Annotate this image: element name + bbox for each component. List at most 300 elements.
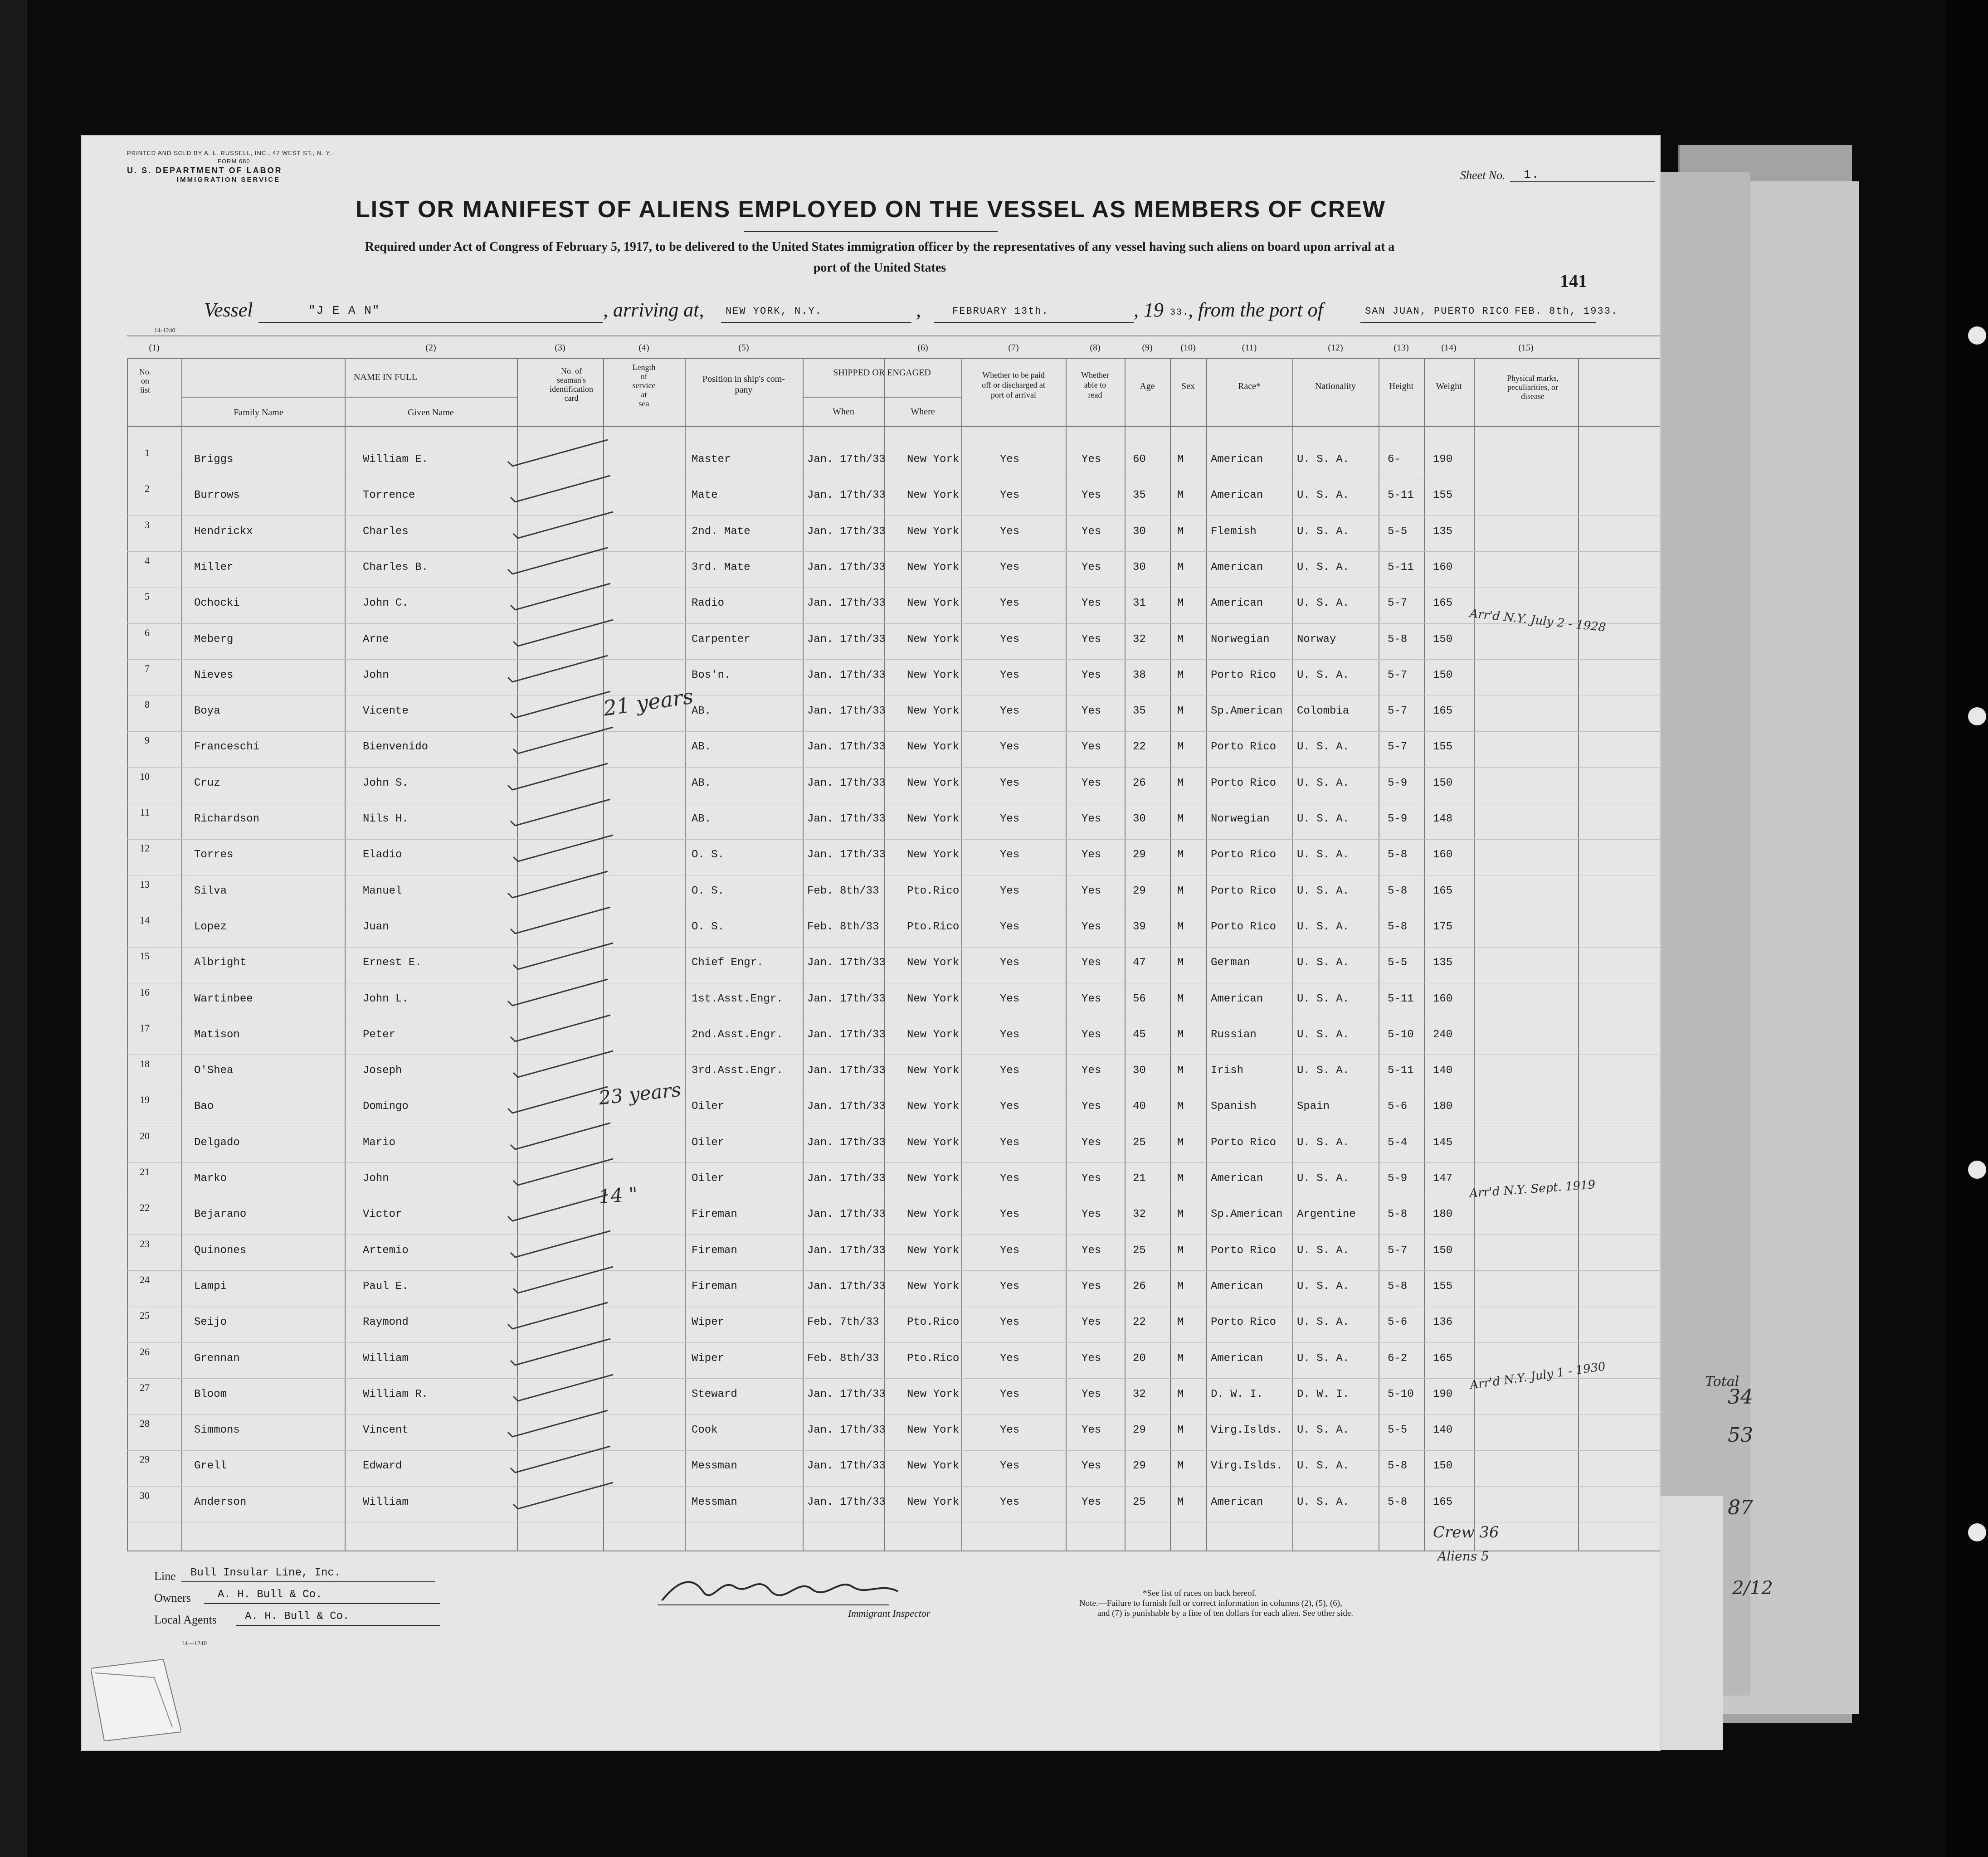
able-to-read: Yes [1082, 561, 1101, 574]
owners-value: A. H. Bull & Co. [218, 1589, 322, 1601]
aliens-total: Aliens 5 [1437, 1549, 1489, 1564]
shipped-where: New York [907, 992, 960, 1005]
paid-off: Yes [1000, 561, 1020, 574]
given-name: William E. [363, 453, 429, 466]
sex: M [1177, 669, 1184, 681]
given-name: Eladio [363, 849, 402, 861]
binding-hole [1968, 707, 1986, 725]
position: O. S. [692, 885, 725, 897]
race: Sp.American [1211, 705, 1283, 718]
family-name: Briggs [194, 453, 234, 466]
shipped-where: New York [907, 1460, 960, 1473]
paid-off: Yes [1000, 1388, 1020, 1400]
row-number: 19 [140, 1094, 150, 1106]
grid-rule [127, 1162, 1660, 1163]
position: AB. [692, 705, 711, 718]
shipped-where: New York [907, 705, 960, 718]
shipped-when: Jan. 17th/33 [807, 633, 886, 646]
nationality: U. S. A. [1297, 489, 1350, 502]
position: Fireman [692, 1280, 737, 1293]
given-name: Juan [363, 920, 389, 933]
nationality: U. S. A. [1297, 1244, 1350, 1257]
able-to-read: Yes [1082, 777, 1101, 789]
height: 5-11 [1388, 1065, 1414, 1077]
checkmark-icon [503, 651, 621, 687]
nationality: U. S. A. [1297, 777, 1350, 789]
column-number: (3) [555, 343, 565, 353]
column-number: (10) [1180, 343, 1196, 353]
position: 3rd.Asst.Engr. [692, 1065, 783, 1077]
grid-rule [127, 358, 1660, 359]
shipped-when: Jan. 17th/33 [807, 1028, 886, 1041]
grid-rule [127, 1342, 1660, 1343]
family-name: Marko [194, 1172, 227, 1185]
weight: 155 [1433, 489, 1453, 502]
header-id-card: No. of seaman's identification card [550, 366, 593, 403]
position: Oiler [692, 1172, 725, 1185]
row-number: 26 [140, 1346, 150, 1357]
paid-off: Yes [1000, 849, 1020, 861]
column-number: (11) [1242, 343, 1257, 353]
grid-rule [181, 397, 517, 398]
sex: M [1177, 453, 1184, 466]
shipped-where: New York [907, 633, 960, 646]
row-number: 28 [140, 1418, 150, 1429]
family-name: Franceschi [194, 741, 260, 753]
shipped-when: Feb. 8th/33 [807, 885, 879, 897]
shipped-where: New York [907, 741, 960, 753]
paid-off: Yes [1000, 1100, 1020, 1113]
row-number: 13 [140, 878, 150, 890]
sex: M [1177, 813, 1184, 825]
shipped-where: New York [907, 1244, 960, 1257]
position: Fireman [692, 1208, 737, 1221]
position: Cook [692, 1424, 718, 1437]
row-number: 1 [145, 447, 150, 458]
checkmark-icon [506, 1334, 624, 1371]
able-to-read: Yes [1082, 633, 1101, 646]
grid-rule [127, 839, 1660, 840]
nationality: U. S. A. [1297, 1316, 1350, 1329]
checkmark-icon [506, 1011, 624, 1047]
age: 30 [1133, 525, 1146, 538]
able-to-read: Yes [1082, 669, 1101, 681]
column-number: (7) [1008, 343, 1019, 353]
nationality: U. S. A. [1297, 849, 1350, 861]
shipped-when: Jan. 17th/33 [807, 489, 886, 502]
shipped-where: New York [907, 1065, 960, 1077]
column-number: (9) [1142, 343, 1153, 353]
sex: M [1177, 1352, 1184, 1365]
shipped-when: Jan. 17th/33 [807, 741, 886, 753]
header-where: Where [911, 407, 935, 417]
race: Porto Rico [1211, 741, 1277, 753]
grid-rule [803, 358, 804, 1551]
sex: M [1177, 957, 1184, 969]
row-number: 2 [145, 483, 150, 495]
able-to-read: Yes [1082, 1352, 1101, 1365]
weight: 165 [1433, 597, 1453, 610]
position: 2nd.Asst.Engr. [692, 1028, 783, 1041]
paid-off: Yes [1000, 1028, 1020, 1041]
paid-off: Yes [1000, 741, 1020, 753]
shipped-when: Jan. 17th/33 [807, 669, 886, 681]
position: Fireman [692, 1244, 737, 1257]
given-name: Charles B. [363, 561, 429, 574]
nationality: U. S. A. [1297, 525, 1350, 538]
arriving-port: NEW YORK, N.Y. [726, 306, 822, 317]
nationality: U. S. A. [1297, 1065, 1350, 1077]
able-to-read: Yes [1082, 1065, 1101, 1077]
sex: M [1177, 920, 1184, 933]
given-name: Paul E. [363, 1280, 409, 1293]
able-to-read: Yes [1082, 1316, 1101, 1329]
sex: M [1177, 1028, 1184, 1041]
nationality: D. W. I. [1297, 1388, 1350, 1400]
from-underline [1360, 322, 1596, 323]
race: American [1211, 1280, 1263, 1293]
side-tally-4: 2/12 [1732, 1578, 1773, 1599]
weight: 140 [1433, 1424, 1453, 1437]
column-number: (1) [149, 343, 160, 353]
side-tally-2: 53 [1728, 1424, 1753, 1447]
race: American [1211, 561, 1263, 574]
paid-off: Yes [1000, 597, 1020, 610]
note-races: *See list of races on back hereof. [1143, 1589, 1257, 1598]
row-number: 24 [140, 1274, 150, 1285]
checkmark-icon [509, 1046, 627, 1083]
age: 32 [1133, 1208, 1146, 1221]
given-name: Bienvenido [363, 741, 429, 753]
sex: M [1177, 1208, 1184, 1221]
shipped-when: Jan. 17th/33 [807, 525, 886, 538]
sex: M [1177, 561, 1184, 574]
nationality: U. S. A. [1297, 561, 1350, 574]
race: American [1211, 489, 1263, 502]
race: American [1211, 1496, 1263, 1508]
paid-off: Yes [1000, 1172, 1020, 1185]
given-name: Edward [363, 1460, 402, 1473]
sex: M [1177, 1244, 1184, 1257]
inspector-label: Immigrant Inspector [848, 1608, 931, 1619]
sheet-label: Sheet No. [1460, 169, 1506, 182]
given-name: Charles [363, 525, 409, 538]
agents-value: A. H. Bull & Co. [245, 1610, 350, 1623]
height: 5-8 [1388, 920, 1408, 933]
nationality: Argentine [1297, 1208, 1356, 1221]
shipped-where: Pto.Rico [907, 1352, 960, 1365]
header-shipped-engaged: SHIPPED OR ENGAGED [833, 368, 931, 378]
paid-off: Yes [1000, 1460, 1020, 1473]
folded-corner [91, 1659, 181, 1741]
paid-off: Yes [1000, 777, 1020, 789]
shipped-where: New York [907, 561, 960, 574]
checkmark-icon [506, 471, 624, 507]
sex: M [1177, 633, 1184, 646]
age: 29 [1133, 1460, 1146, 1473]
age: 25 [1133, 1496, 1146, 1508]
page-title: LIST OR MANIFEST OF ALIENS EMPLOYED ON THE VESSEL AS MEMBERS OF CREW [356, 196, 1386, 223]
column-number: (13) [1394, 343, 1409, 353]
shipped-where: New York [907, 525, 960, 538]
shipped-where: New York [907, 489, 960, 502]
paid-off: Yes [1000, 1280, 1020, 1293]
height: 5-7 [1388, 705, 1408, 718]
given-name: Manuel [363, 885, 402, 897]
family-name: Cruz [194, 777, 220, 789]
service: IMMIGRATION SERVICE [177, 176, 281, 184]
sex: M [1177, 597, 1184, 610]
position: Oiler [692, 1100, 725, 1113]
able-to-read: Yes [1082, 885, 1101, 897]
binding-strip [1945, 0, 1988, 1857]
shipped-where: New York [907, 1496, 960, 1508]
header-race: Race* [1238, 381, 1261, 391]
shipped-when: Feb. 8th/33 [807, 920, 879, 933]
age: 32 [1133, 1388, 1146, 1400]
sex: M [1177, 1316, 1184, 1329]
age: 25 [1133, 1136, 1146, 1149]
age: 60 [1133, 453, 1146, 466]
checkmark-icon [503, 1406, 621, 1442]
paid-off: Yes [1000, 1244, 1020, 1257]
paid-off: Yes [1000, 920, 1020, 933]
shipped-where: New York [907, 1028, 960, 1041]
weight: 175 [1433, 920, 1453, 933]
header-weight: Weight [1436, 381, 1462, 391]
family-name: Bloom [194, 1388, 227, 1400]
remark-row-6: Arr'd N.Y. July 2 - 1928 [1469, 607, 1607, 635]
shipped-when: Jan. 17th/33 [807, 777, 886, 789]
manifest-page [82, 136, 1660, 1750]
position: Messman [692, 1460, 737, 1473]
checkmark-icon [503, 759, 621, 795]
position: Bos'n. [692, 669, 731, 681]
binding-hole [1968, 1523, 1986, 1541]
shipped-when: Jan. 17th/33 [807, 1065, 886, 1077]
checkmark-icon [509, 831, 627, 867]
checkmark-icon [509, 615, 627, 651]
grid-rule [127, 1450, 1660, 1451]
able-to-read: Yes [1082, 1388, 1101, 1400]
able-to-read: Yes [1082, 741, 1101, 753]
grid-rule [127, 515, 1660, 516]
family-name: Burrows [194, 489, 240, 502]
header-nationality: Nationality [1315, 381, 1356, 391]
comma: , [916, 299, 921, 321]
age: 26 [1133, 777, 1146, 789]
checkmark-icon [506, 1226, 624, 1263]
agents-underline [236, 1625, 440, 1626]
header-paid-off: Whether to be paid off or discharged at port of arrival [982, 370, 1045, 399]
shipped-where: New York [907, 1136, 960, 1149]
checkmark-icon [506, 579, 624, 615]
grid-rule [1066, 358, 1067, 1551]
year-prefix: , 19 [1134, 299, 1164, 321]
age: 40 [1133, 1100, 1146, 1113]
given-name: Vicente [363, 705, 409, 718]
weight: 150 [1433, 1460, 1453, 1473]
height: 5-9 [1388, 1172, 1408, 1185]
line-value: Bull Insular Line, Inc. [190, 1567, 341, 1579]
given-name: Joseph [363, 1065, 402, 1077]
position: O. S. [692, 920, 725, 933]
position: Chief Engr. [692, 957, 764, 969]
shipped-where: Pto.Rico [907, 1316, 960, 1329]
nationality: U. S. A. [1297, 669, 1350, 681]
nationality: U. S. A. [1297, 957, 1350, 969]
position: Messman [692, 1496, 737, 1508]
race: Irish [1211, 1065, 1244, 1077]
grid-rule [127, 659, 1660, 660]
race: Flemish [1211, 525, 1257, 538]
position: AB. [692, 777, 711, 789]
nationality: U. S. A. [1297, 1280, 1350, 1293]
shipped-where: New York [907, 777, 960, 789]
handwritten-service-row-8: 21 years [602, 684, 695, 721]
form-number: FORM 680 [218, 158, 250, 165]
checkmark-icon [509, 723, 627, 759]
family-name: Grennan [194, 1352, 240, 1365]
age: 30 [1133, 1065, 1146, 1077]
checkmark-icon [509, 1370, 627, 1406]
header-position: Position in ship's com- pany [702, 374, 785, 395]
paid-off: Yes [1000, 813, 1020, 825]
height: 5-8 [1388, 849, 1408, 861]
nationality: U. S. A. [1297, 813, 1350, 825]
vessel-label: Vessel [204, 299, 253, 321]
inspector-signature [653, 1560, 907, 1614]
position: Wiper [692, 1352, 725, 1365]
age: 22 [1133, 1316, 1146, 1329]
sex: M [1177, 885, 1184, 897]
grid-rule [961, 358, 962, 1551]
family-name: Albright [194, 957, 247, 969]
column-number: (5) [738, 343, 749, 353]
shipped-where: New York [907, 1208, 960, 1221]
family-name: O'Shea [194, 1065, 234, 1077]
nationality: Colombia [1297, 705, 1350, 718]
row-number: 6 [145, 627, 150, 638]
sex: M [1177, 1280, 1184, 1293]
date-underline [934, 322, 1134, 323]
owners-label: Owners [154, 1591, 191, 1604]
grid-rule [1424, 358, 1425, 1551]
age: 29 [1133, 885, 1146, 897]
height: 5-8 [1388, 1496, 1408, 1508]
given-name: Mario [363, 1136, 396, 1149]
family-name: Matison [194, 1028, 240, 1041]
able-to-read: Yes [1082, 1136, 1101, 1149]
grid-rule [1474, 358, 1475, 1551]
height: 5-8 [1388, 1280, 1408, 1293]
grid-rule [127, 1414, 1660, 1415]
page-stamp: 141 [1560, 271, 1587, 291]
shipped-where: New York [907, 849, 960, 861]
paid-off: Yes [1000, 705, 1020, 718]
shipped-when: Jan. 17th/33 [807, 453, 886, 466]
able-to-read: Yes [1082, 525, 1101, 538]
race: Virg.Islds. [1211, 1424, 1283, 1437]
subtitle [172, 237, 1587, 278]
weight: 165 [1433, 705, 1453, 718]
height: 5-9 [1388, 777, 1408, 789]
remark-row-22: Arr'd N.Y. Sept. 1919 [1469, 1178, 1596, 1201]
position: Oiler [692, 1136, 725, 1149]
shipped-where: Pto.Rico [907, 920, 960, 933]
position: Carpenter [692, 633, 750, 646]
height: 5-9 [1388, 813, 1408, 825]
grid-rule [181, 358, 182, 1551]
given-name: Torrence [363, 489, 415, 502]
binding-hole [1968, 326, 1986, 345]
column-number: (4) [638, 343, 649, 353]
from-date: FEB. 8th, 1933. [1515, 306, 1618, 317]
race: Porto Rico [1211, 1244, 1277, 1257]
shipped-when: Jan. 17th/33 [807, 1208, 886, 1221]
header-given-name: Given Name [408, 408, 454, 418]
able-to-read: Yes [1082, 1424, 1101, 1437]
age: 32 [1133, 633, 1146, 646]
race: Porto Rico [1211, 920, 1277, 933]
agents-label: Local Agents [154, 1613, 217, 1626]
weight: 240 [1433, 1028, 1453, 1041]
family-name: Grell [194, 1460, 227, 1473]
weight: 180 [1433, 1100, 1453, 1113]
nationality: U. S. A. [1297, 920, 1350, 933]
side-tally-1: 34 [1728, 1385, 1753, 1409]
given-name: Artemio [363, 1244, 409, 1257]
sex: M [1177, 777, 1184, 789]
paid-off: Yes [1000, 453, 1020, 466]
row-number: 9 [145, 734, 150, 746]
weight: 136 [1433, 1316, 1453, 1329]
able-to-read: Yes [1082, 453, 1101, 466]
able-to-read: Yes [1082, 1496, 1101, 1508]
position: AB. [692, 741, 711, 753]
family-name: Torres [194, 849, 234, 861]
given-name: Ernest E. [363, 957, 422, 969]
shipped-where: New York [907, 1172, 960, 1185]
header-family-name: Family Name [234, 408, 283, 418]
height: 5-8 [1388, 885, 1408, 897]
sheet-number: 1. [1524, 168, 1540, 181]
weight: 160 [1433, 561, 1453, 574]
header-height: Height [1389, 381, 1414, 391]
able-to-read: Yes [1082, 1244, 1101, 1257]
paid-off: Yes [1000, 633, 1020, 646]
given-name: Nils H. [363, 813, 409, 825]
checkmark-icon [509, 507, 627, 544]
race: Sp.American [1211, 1208, 1283, 1221]
sex: M [1177, 992, 1184, 1005]
given-name: John S. [363, 777, 409, 789]
age: 47 [1133, 957, 1146, 969]
able-to-read: Yes [1082, 920, 1101, 933]
shipped-when: Jan. 17th/33 [807, 597, 886, 610]
shipped-where: New York [907, 597, 960, 610]
nationality: U. S. A. [1297, 992, 1350, 1005]
nationality: U. S. A. [1297, 1460, 1350, 1473]
paid-off: Yes [1000, 992, 1020, 1005]
title-rule [744, 231, 998, 232]
shipped-when: Jan. 17th/33 [807, 813, 886, 825]
family-name: Ochocki [194, 597, 240, 610]
weight: 135 [1433, 957, 1453, 969]
column-number: (12) [1328, 343, 1343, 353]
family-name: Richardson [194, 813, 260, 825]
family-name: Boya [194, 705, 220, 718]
